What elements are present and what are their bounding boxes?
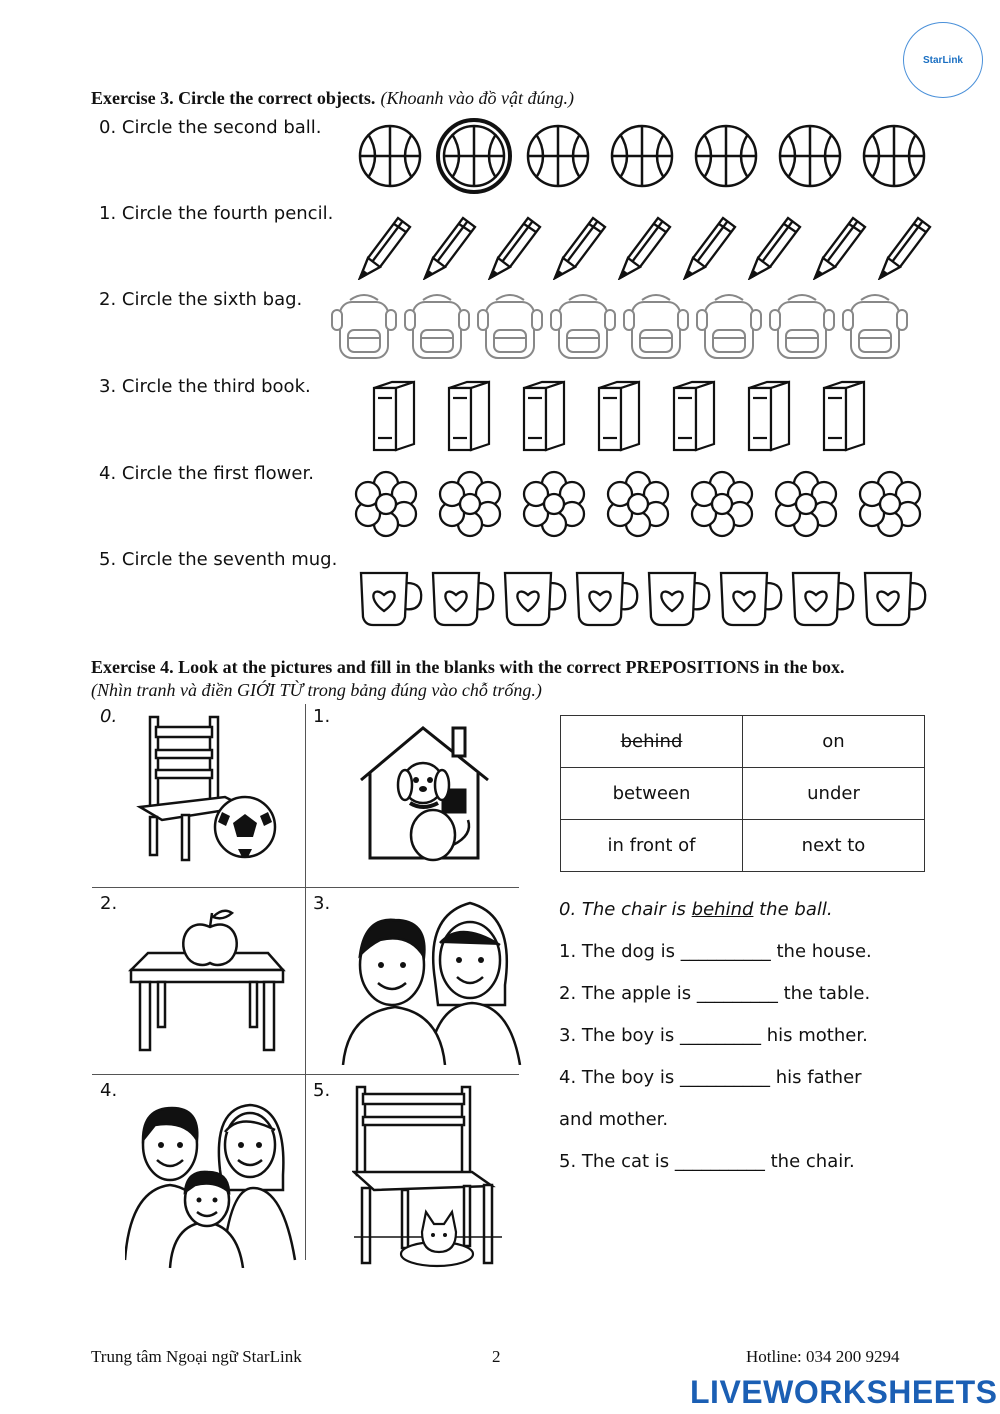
flower-icon[interactable] [436,470,520,540]
sentence-2[interactable]: 2. The apple is _________ the table. [559,983,871,1004]
apple-icon [183,911,236,965]
exercise-4-title: Exercise 4. Look at the pictures and fill in the blanks with the correct PREPOSITIONS in the box. [91,657,845,677]
balls-row [350,118,938,194]
pencils-row [352,210,937,280]
flower-icon[interactable] [688,470,772,540]
sentence-4-continued: and mother. [559,1109,669,1130]
logo-text: StarLink [922,54,963,66]
apple-on-table-illustration [128,905,288,1055]
example-after: the ball. [753,899,833,920]
sentence-4[interactable]: 4. The boy is __________ his father [559,1067,862,1088]
flower-icon[interactable] [520,470,604,540]
mugs-row [355,567,931,629]
mug-icon[interactable] [715,567,787,629]
exercise-3-heading [91,88,574,109]
basketball-icon[interactable] [434,118,518,194]
box-cell [743,768,925,820]
picture-number-4: 4. [100,1080,118,1101]
mug-icon[interactable] [643,567,715,629]
soccer-ball-icon [215,797,275,857]
backpack-icon[interactable] [547,290,620,362]
backpack-icon[interactable] [766,290,839,362]
basketball-icon[interactable] [350,118,434,194]
mug-icon[interactable] [427,567,499,629]
question-1: 1. Circle the fourth pencil. [99,203,334,224]
backpack-icon[interactable] [401,290,474,362]
flower-icon[interactable] [772,470,856,540]
basketball-icon[interactable] [518,118,602,194]
box-word-under: under [807,783,860,804]
book-icon[interactable] [591,376,666,452]
flowers-row [352,470,940,540]
question-5: 5. Circle the seventh mug. [99,549,338,570]
sentence-1[interactable]: 1. The dog is __________ the house. [559,941,872,962]
question-0: 0. Circle the second ball. [99,117,322,138]
box-cell [561,716,743,768]
book-icon[interactable] [741,376,816,452]
family-illustration [125,1100,300,1268]
mug-icon[interactable] [355,567,427,629]
footer-hotline: Hotline: 034 200 9294 [746,1347,900,1366]
cat-under-chair-illustration [352,1082,512,1272]
exercise-4-subtitle: (Nhìn tranh và điền GIỚI TỪ trong bảng đúng vào chỗ trống.) [91,680,542,700]
question-2: 2. Circle the sixth bag. [99,289,303,310]
basketball-icon[interactable] [602,118,686,194]
box-cell [561,768,743,820]
grid-line-1 [92,887,519,888]
backpack-icon[interactable] [693,290,766,362]
picture-number-3: 3. [313,893,331,914]
pencil-icon[interactable] [417,210,482,280]
example-sentence [559,899,833,920]
backpack-icon[interactable] [474,290,547,362]
picture-number-5: 5. [313,1080,331,1101]
book-icon[interactable] [666,376,741,452]
pencil-icon[interactable] [612,210,677,280]
mug-icon[interactable] [499,567,571,629]
question-4: 4. Circle the first flower. [99,463,314,484]
exercise-3-title: Exercise 3. Circle the correct objects. [91,88,376,108]
box-word-on: on [822,731,845,752]
backpack-icon[interactable] [620,290,693,362]
backpack-icon[interactable] [839,290,912,362]
basketball-icon[interactable] [770,118,854,194]
footer-page-number: 2 [492,1347,501,1366]
example-before: 0. The chair is [559,899,692,920]
book-icon[interactable] [516,376,591,452]
sentence-5[interactable]: 5. The cat is __________ the chair. [559,1151,855,1172]
grid-line-2 [92,1074,519,1075]
box-word-in-front-of: in front of [607,835,696,856]
box-word-next-to: next to [801,835,866,856]
box-word-between: between [612,783,691,804]
pencil-icon[interactable] [352,210,417,280]
bags-row [328,290,912,362]
picture-number-1: 1. [313,706,331,727]
flower-icon[interactable] [604,470,688,540]
pencil-icon[interactable] [482,210,547,280]
chair-and-ball-illustration [130,712,280,862]
cat-icon [401,1212,473,1266]
box-cell [743,716,925,768]
basketball-icon[interactable] [686,118,770,194]
grid-vertical-line [305,704,306,1260]
book-icon[interactable] [441,376,516,452]
book-icon[interactable] [816,376,891,452]
picture-number-2: 2. [100,893,118,914]
pencil-icon[interactable] [742,210,807,280]
liveworksheets-text: LIVEWORKSHEETS [690,1374,998,1410]
book-icon[interactable] [366,376,441,452]
mug-icon[interactable] [787,567,859,629]
question-3: 3. Circle the third book. [99,376,311,397]
pencil-icon[interactable] [547,210,612,280]
box-cell [743,820,925,872]
pencil-icon[interactable] [807,210,872,280]
footer-center-name: Trung tâm Ngoại ngữ StarLink [91,1347,302,1366]
liveworksheets-brand [690,1374,997,1411]
flower-icon[interactable] [352,470,436,540]
example-answer: behind [691,899,754,920]
picture-number-0: 0. [100,706,118,727]
boy-and-mother-illustration [340,895,525,1065]
mug-icon[interactable] [859,567,931,629]
exercise-3-subtitle: (Khoanh vào đồ vật đúng.) [380,88,574,108]
box-cell [561,820,743,872]
box-word-behind: behind [620,731,683,752]
sentence-3[interactable]: 3. The boy is _________ his mother. [559,1025,868,1046]
basketball-icon[interactable] [854,118,938,194]
books-row [366,376,891,452]
prepositions-box [560,715,925,872]
dog-and-house-illustration [358,725,498,875]
pencil-icon[interactable] [872,210,937,280]
pencil-icon[interactable] [677,210,742,280]
mug-icon[interactable] [571,567,643,629]
flower-icon[interactable] [856,470,940,540]
starlink-logo [903,22,983,98]
backpack-icon[interactable] [328,290,401,362]
